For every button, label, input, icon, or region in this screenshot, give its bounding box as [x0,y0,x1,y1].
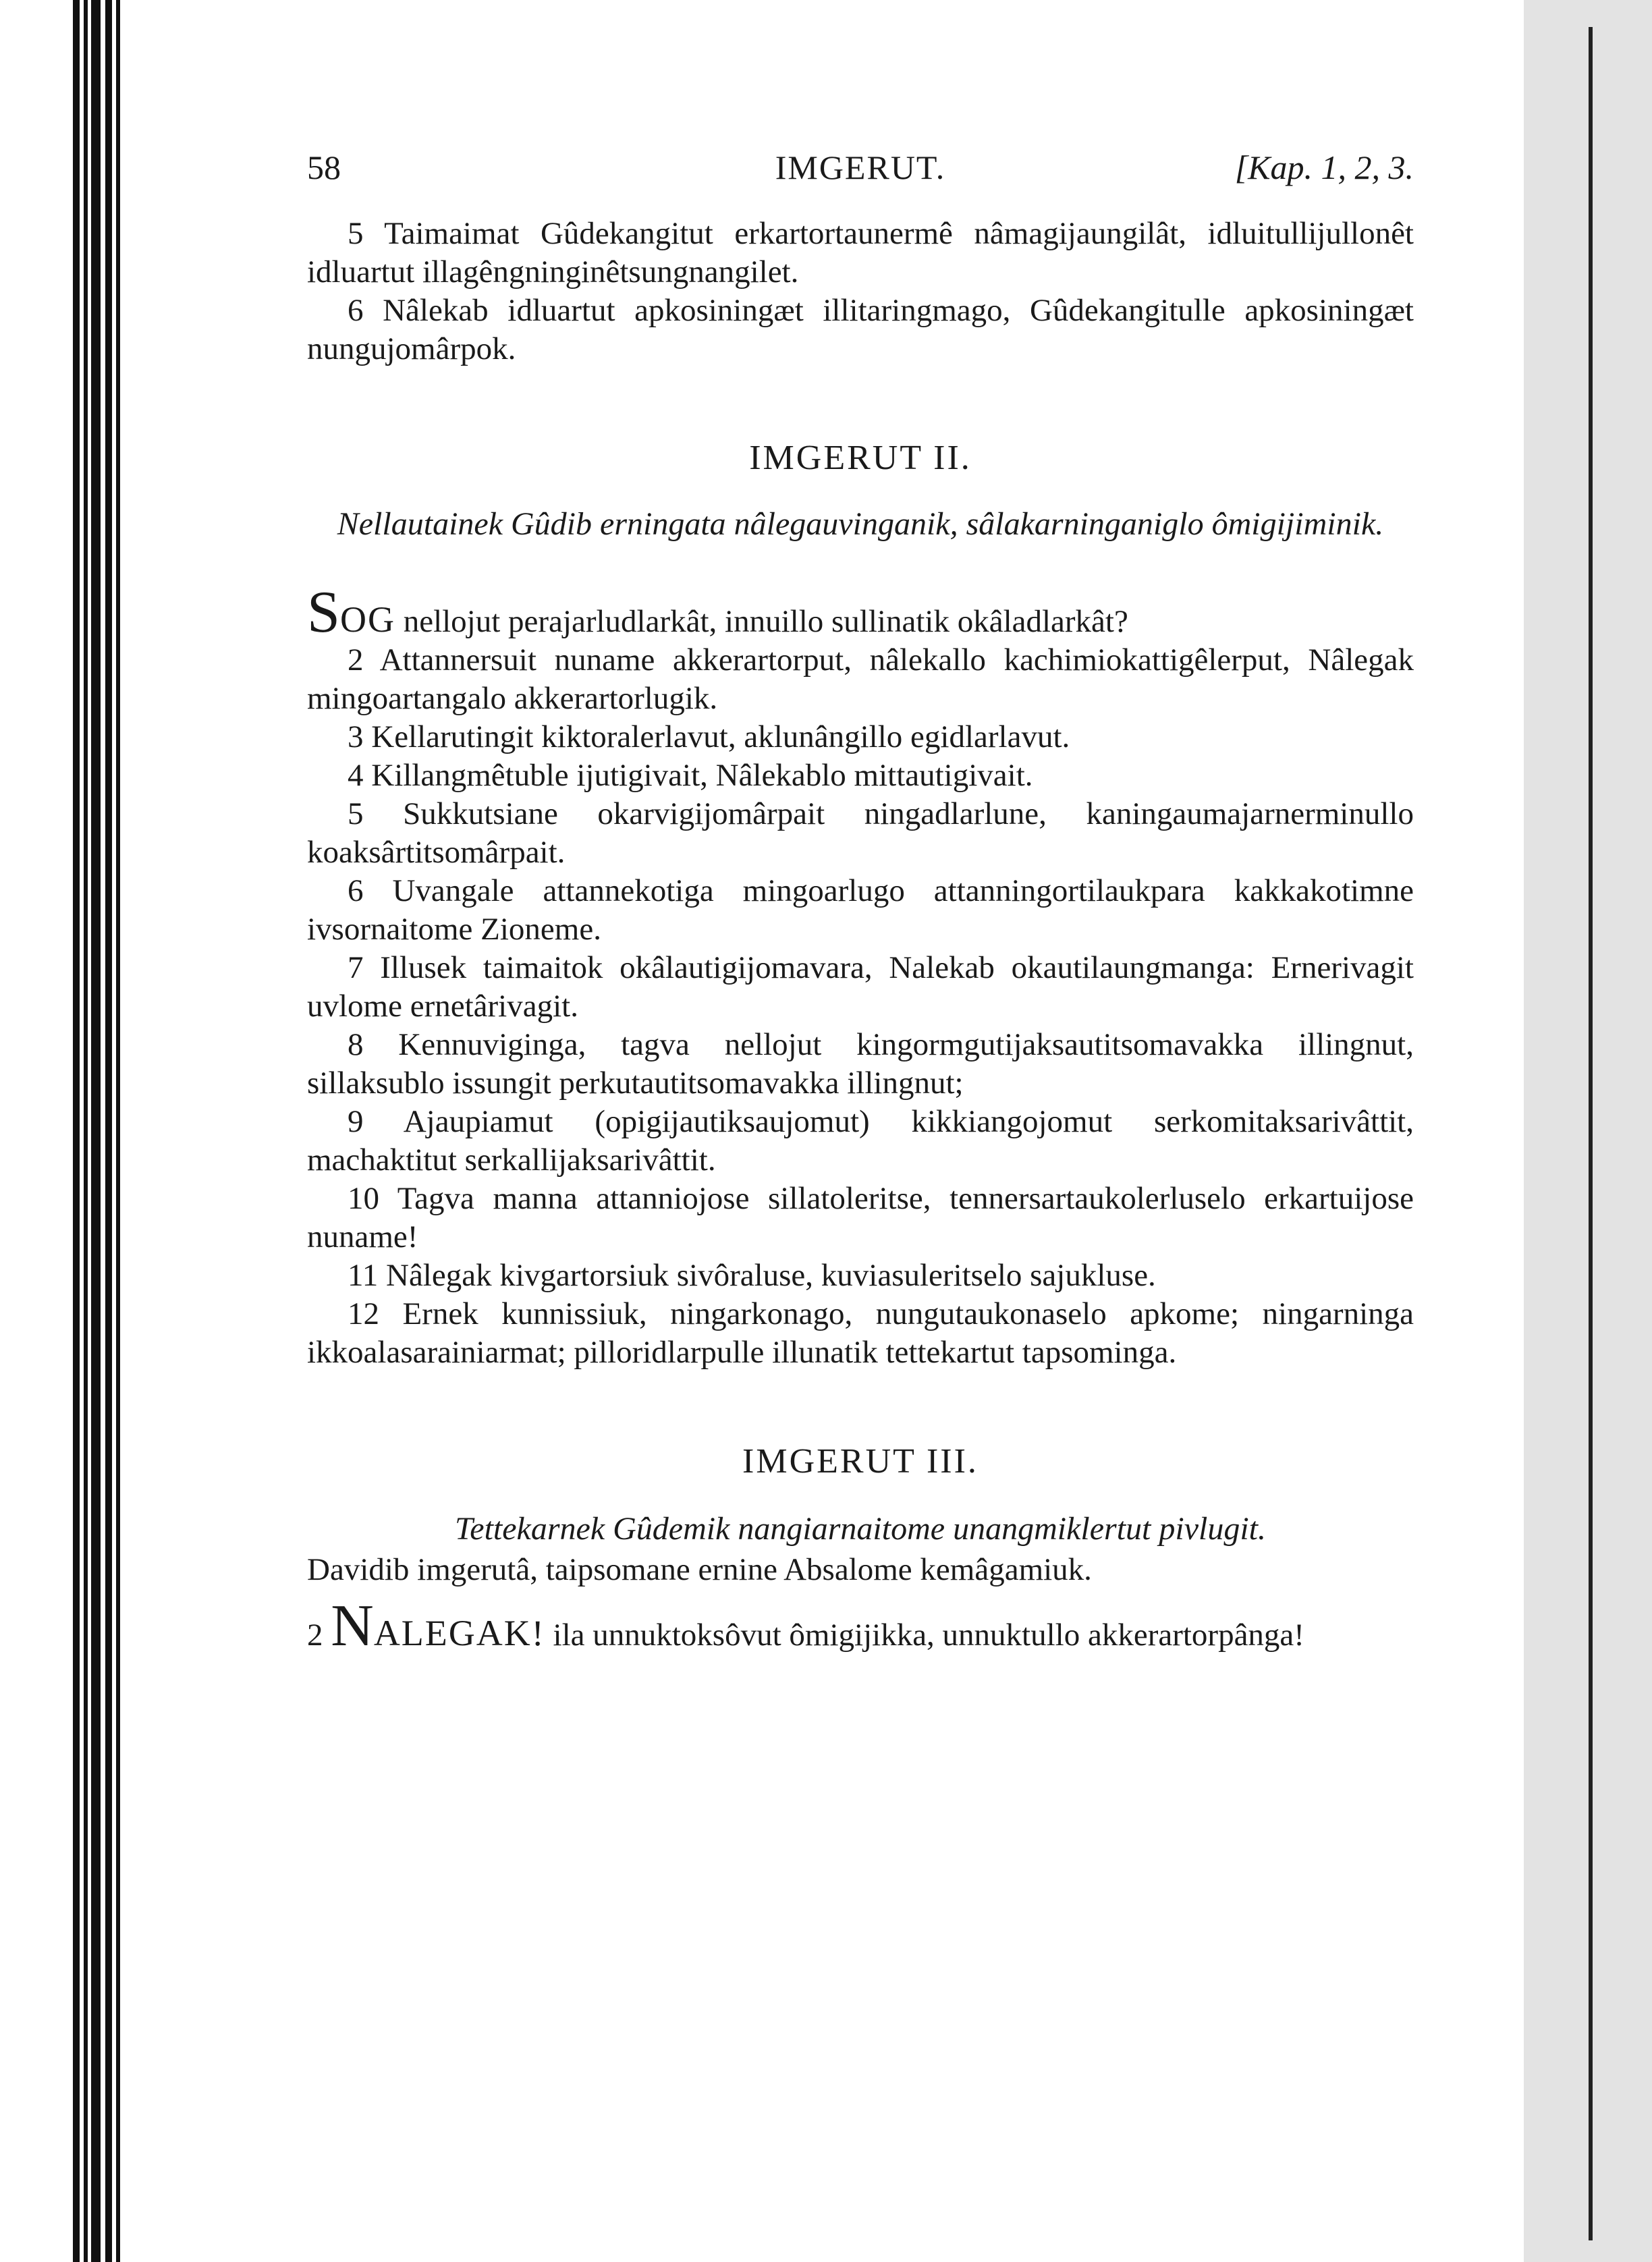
verse: 2 Attannersuit nuname akkerartorput, nâlekallo kachimiokattigêlerput, Nâlegak mingoartangalo akkerartorlugik. [307,642,1414,716]
verse-number: 2 [307,1618,331,1653]
drop-capital: S [307,580,340,645]
verse: 10 Tagva manna attanniojose sillatoleritse, tennersartaukolerluselo erkartuijose nuname! [307,1181,1414,1254]
running-head [307,135,1414,189]
verse: 6 Uvangale attannekotiga mingoarlugo attanningortilaukpara kakkakotimne ivsornaitome Zioneme. [307,873,1414,947]
chapter-summary: Tettekarnek Gûdemik nangiarnaitome unangmiklertut pivlugit. [454,1511,1267,1547]
book-page [307,135,1414,1659]
chapter-summary: Nellautainek Gûdib erningata nâlegauvinganik, sâlakarninganiglo ômigijiminik. [337,506,1384,542]
binding-rule [105,0,112,2262]
verse: 6 Nâlekab idluartut apkosiningæt illitaringmago, Gûdekangitulle apkosiningæt nungujomârpok. [307,293,1414,366]
verse: 9 Ajaupiamut (opigijautiksaujomut) kikkiangojomut serkomitaksarivâttit, machaktitut serkallijaksarivâttit. [307,1104,1414,1178]
verse: 8 Kennuviginga, tagva nellojut kingormgutijaksautitsomavakka illingnut, sillaksublo issungit perkutautitsomavakka illingnut; [307,1027,1414,1101]
page-number: 58 [307,148,341,186]
small-caps: ALEGAK! [373,1613,545,1653]
binding-rule [91,0,101,2262]
binding-rule [73,0,80,2262]
verse: 12 Ernek kunnissiuk, ningarkonago, nungutaukonaselo apkome; ningarninga ikkoalasarainiarmat; pilloridlarpulle illunatik tettekartut tapsominga. [307,1296,1414,1370]
verse: 5 Sukkutsiane okarvigijomârpait ningadlarlune, kaningaumajarnerminullo koaksârtitsomârpait. [307,796,1414,870]
scan-binding-left [0,0,128,2262]
chapter-heading: IMGERUT II. [749,439,972,477]
verse-text: ila unnuktoksôvut ômigijikka, unnuktullo akkerartorpânga! [545,1618,1304,1653]
small-caps: OG [339,599,395,640]
verse: 5 Taimaimat Gûdekangitut erkartortaunermê nâmagijaungilât, idluitullijullonêt idluartut illagêngninginêtsungnangilet. [307,216,1414,289]
verse: 11 Nâlegak kivgartorsiuk sivôraluse, kuviasuleritselo sajukluse. [348,1258,1156,1293]
verse: 4 Killangmêtuble ijutigivait, Nâlekablo mittautigivait. [348,758,1033,793]
scan-binding-right [1524,0,1652,2262]
binding-rule [116,0,120,2262]
drop-capital: N [331,1593,374,1659]
verse-opening [307,580,1414,645]
verse: 7 Illusek taimaitok okâlautigijomavara, Nalekab okautilaungmanga: Ernerivagit uvlome ernetârivagit. [307,950,1414,1024]
verse: 3 Kellarutingit kiktoralerlavut, aklunângillo egidlarlavut. [348,719,1070,754]
chapter-reference: [Kap. 1, 2, 3. [1234,148,1414,186]
chapter-heading: IMGERUT III. [742,1442,979,1481]
binding-rule [1589,27,1593,2240]
verse-opening [307,1593,1414,1659]
binding-shade [1524,0,1652,2262]
running-title: IMGERUT. [775,148,946,186]
verse-text: nellojut perajarludlarkât, innuillo sullinatik okâladlarkât? [395,604,1128,639]
binding-rule [84,0,88,2262]
psalm-superscription: Davidib imgerutâ, taipsomane ernine Absalome kemâgamiuk. [307,1552,1092,1587]
